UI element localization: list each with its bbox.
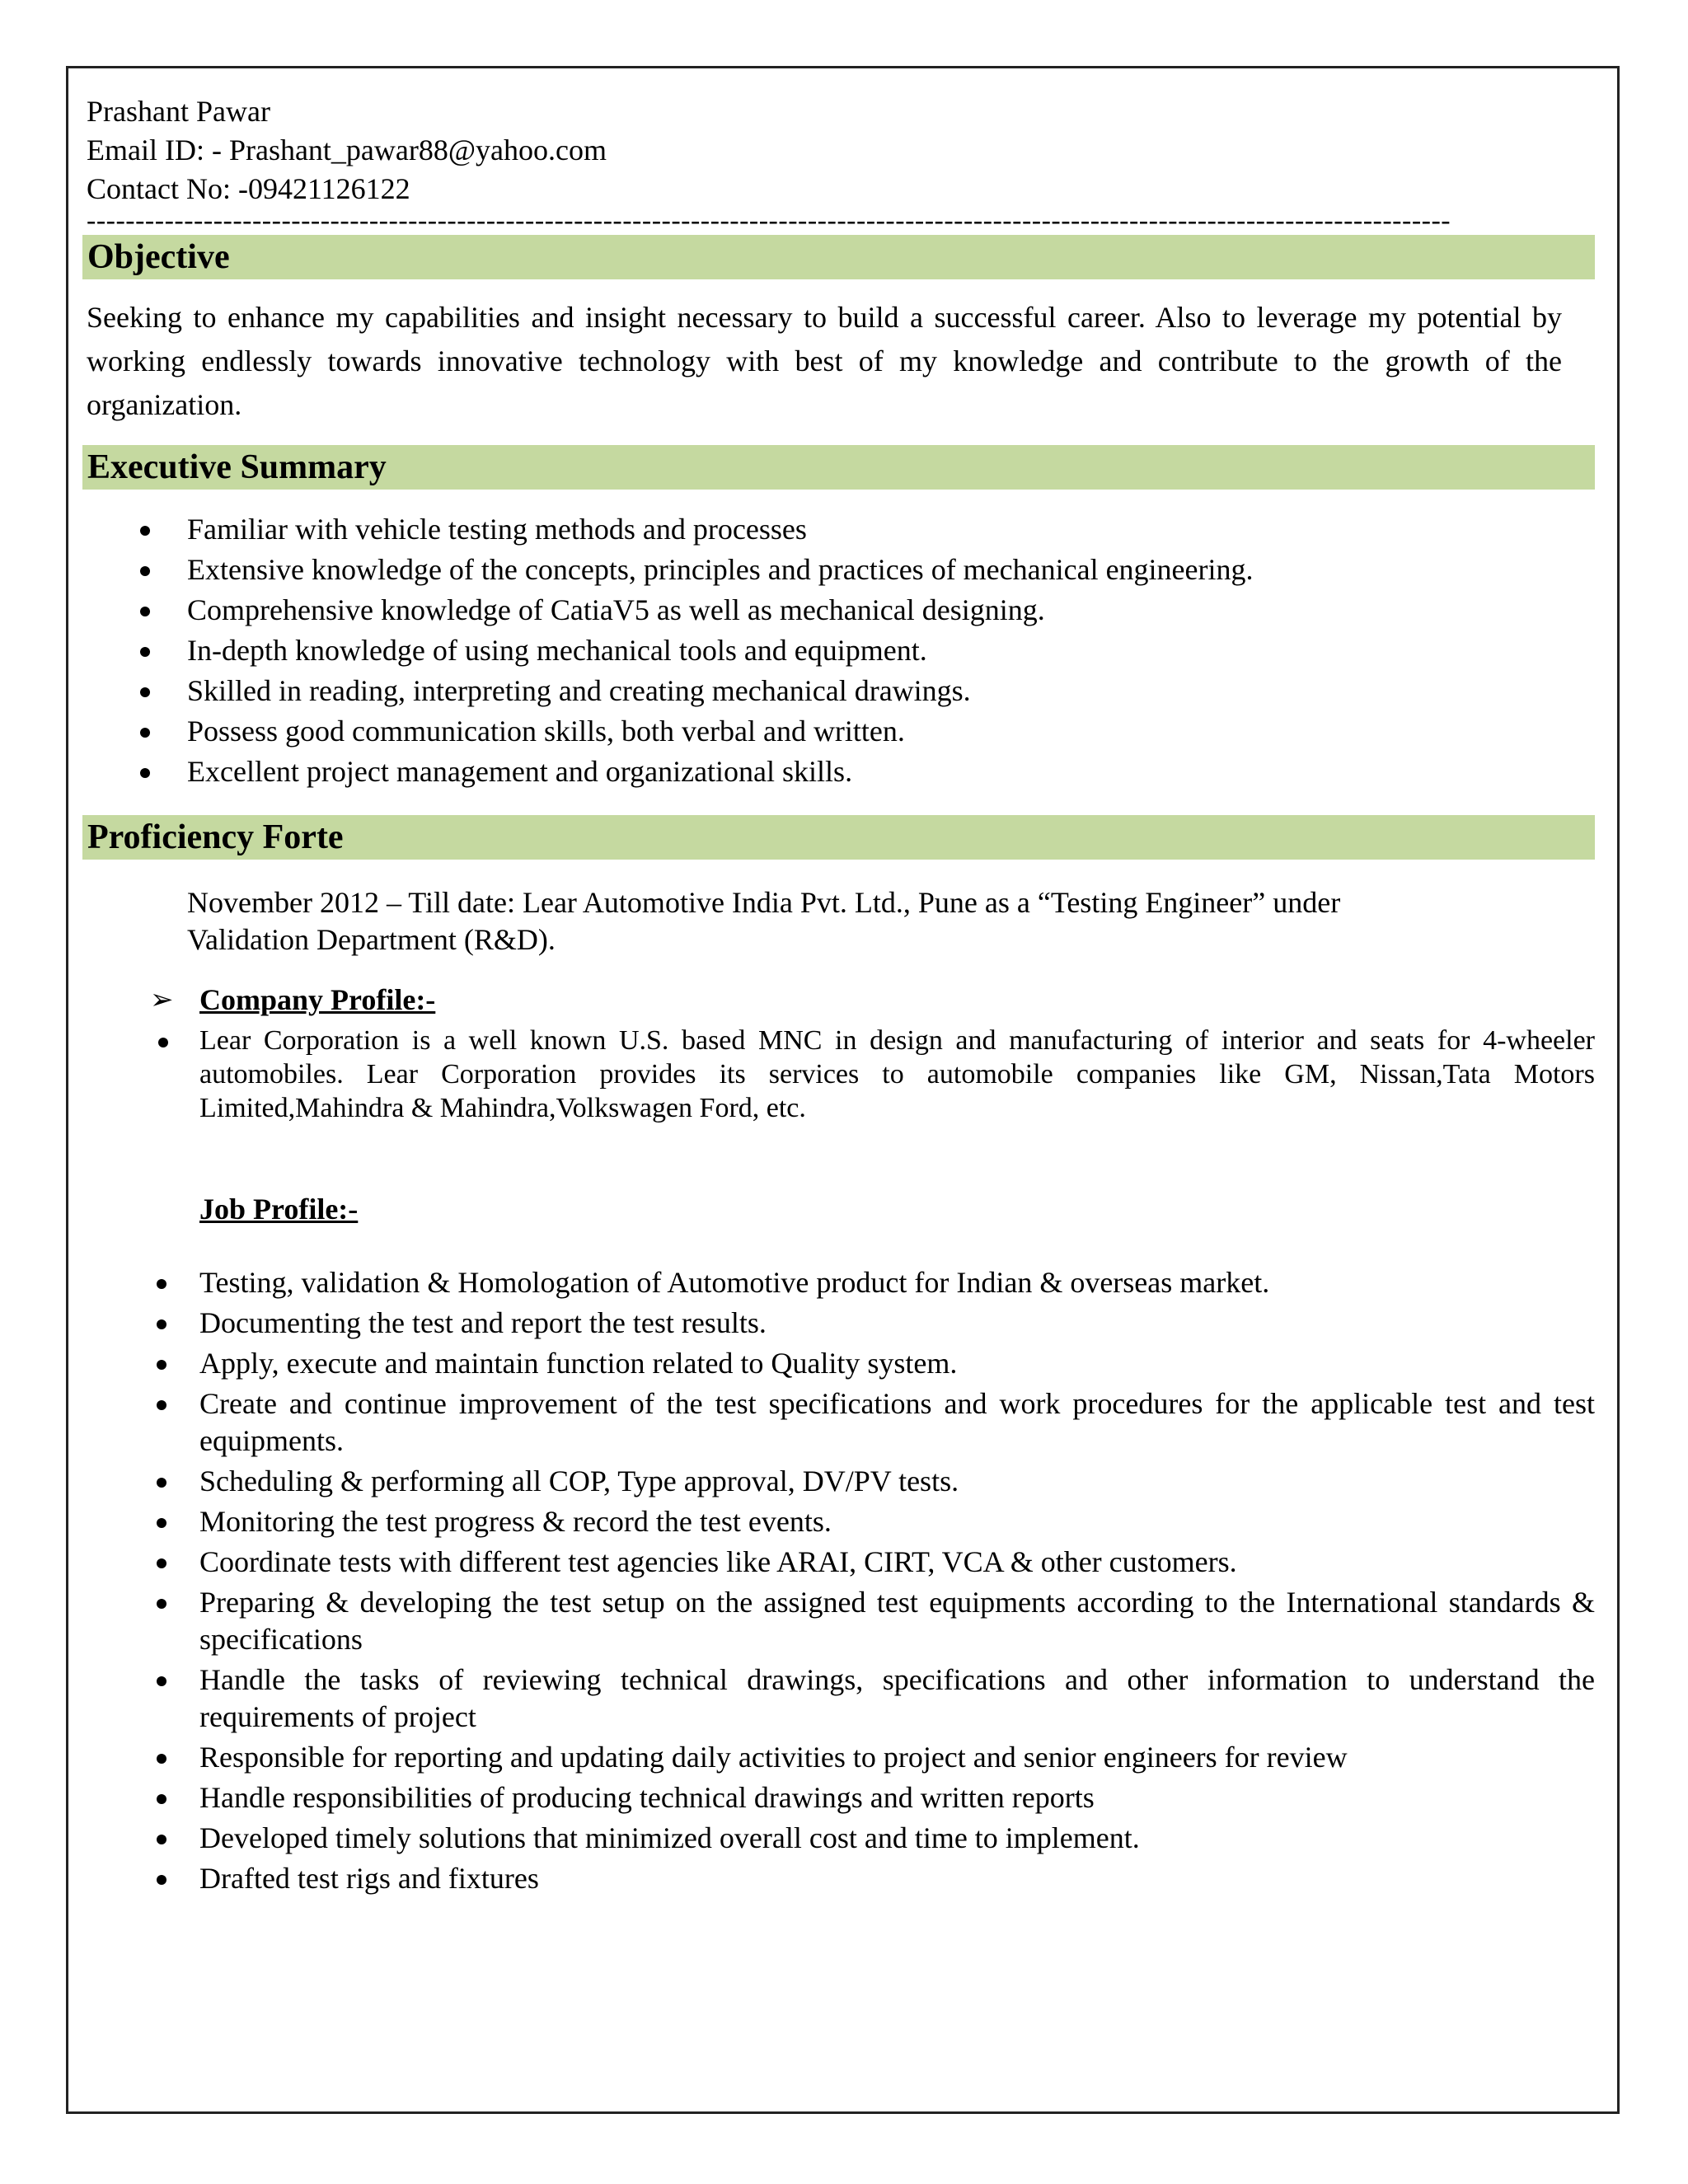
bullet-icon: [157, 1676, 166, 1686]
proficiency-heading: Proficiency Forte: [82, 815, 1595, 860]
bullet-icon: [140, 526, 150, 536]
employment-line-1: November 2012 – Till date: Lear Automotive India Pvt. Ltd., Pune as a “Testing Engineer” under: [187, 886, 1341, 919]
separator-line: --------------------------------------------------------------------------------------------------------------------------------------------: [87, 209, 1451, 233]
list-item: Testing, validation & Homologation of Automotive product for Indian & overseas market.: [87, 1264, 1595, 1301]
executive-summary-list: [87, 509, 1595, 792]
list-item: Comprehensive knowledge of CatiaV5 as well as mechanical designing.: [87, 590, 1595, 630]
contact-block: [87, 92, 1595, 233]
list-item: Developed timely solutions that minimized overall cost and time to implement.: [87, 1820, 1595, 1857]
bullet-icon: [140, 566, 150, 576]
list-item: Coordinate tests with different test agencies like ARAI, CIRT, VCA & other customers.: [87, 1544, 1595, 1581]
bullet-icon: [157, 1794, 166, 1804]
bullet-icon: [140, 687, 150, 697]
bullet-icon: [157, 1875, 166, 1885]
arrow-bullet-icon: ➢: [150, 985, 174, 1015]
list-item: Handle the tasks of reviewing technical drawings, specifications and other information to understand the requirements of project: [87, 1661, 1595, 1736]
list-item: Apply, execute and maintain function related to Quality system.: [87, 1345, 1595, 1382]
list-item: Drafted test rigs and fixtures: [87, 1860, 1595, 1897]
bullet-icon: [157, 1279, 166, 1289]
list-item: Extensive knowledge of the concepts, principles and practices of mechanical engineering.: [87, 550, 1595, 590]
candidate-name: Prashant Pawar: [87, 95, 270, 128]
bullet-icon: [157, 1558, 166, 1568]
executive-summary-heading: Executive Summary: [82, 445, 1595, 490]
list-item: Monitoring the test progress & record the test events.: [87, 1503, 1595, 1540]
list-item: Excellent project management and organizational skills.: [87, 752, 1595, 792]
bullet-icon: [157, 1518, 166, 1528]
job-profile-heading: Job Profile:-: [199, 1193, 359, 1226]
list-item: Preparing & developing the test setup on the assigned test equipments according to the International standards & specifications: [87, 1584, 1595, 1658]
bullet-icon: [157, 1599, 166, 1609]
phone-line: Contact No: -09421126122: [87, 172, 410, 205]
bullet-icon: [157, 1478, 166, 1488]
list-item: In-depth knowledge of using mechanical tools and equipment.: [87, 630, 1595, 671]
bullet-icon: [140, 728, 150, 738]
bullet-icon: [157, 1754, 166, 1764]
job-profile-list: [87, 1264, 1595, 1897]
list-item: Handle responsibilities of producing technical drawings and written reports: [87, 1779, 1595, 1816]
bullet-icon: [158, 1038, 168, 1047]
bullet-icon: [140, 647, 150, 657]
list-item: Documenting the test and report the test results.: [87, 1305, 1595, 1342]
bullet-icon: [157, 1400, 166, 1410]
bullet-icon: [140, 607, 150, 616]
email-line: Email ID: - Prashant_pawar88@yahoo.com: [87, 134, 607, 166]
resume-content: [87, 92, 1595, 1900]
list-item: Familiar with vehicle testing methods and processes: [87, 509, 1595, 550]
company-profile-heading: ➢ Company Profile:-: [199, 982, 1595, 1019]
bullet-icon: [157, 1360, 166, 1370]
objective-heading: Objective: [82, 235, 1595, 279]
employment-line-2: Validation Department (R&D).: [187, 923, 556, 956]
bullet-icon: [140, 768, 150, 778]
objective-text: Seeking to enhance my capabilities and insight necessary to build a successful career. Also to leverage my potential by working endlessly towards innovative technology with best of my knowledge and contribute to the growth of the organization.: [87, 301, 1562, 421]
list-item: Responsible for reporting and updating daily activities to project and senior engineers for review: [87, 1739, 1595, 1776]
bullet-icon: [157, 1835, 166, 1844]
company-profile-text: Lear Corporation is a well known U.S. based MNC in design and manufacturing of interior and seats for 4-wheeler automobiles. Lear Corporation provides its services to automobile companies like GM, Nissan,Tata Motors Limited,Mahindra & Mahindra,Volkswagen Ford, etc.: [199, 1024, 1595, 1125]
list-item: Scheduling & performing all COP, Type approval, DV/PV tests.: [87, 1463, 1595, 1500]
list-item: Create and continue improvement of the test specifications and work procedures for the applicable test and test equipments.: [87, 1385, 1595, 1460]
list-item: Skilled in reading, interpreting and creating mechanical drawings.: [87, 671, 1595, 711]
bullet-icon: [157, 1319, 166, 1329]
list-item: Possess good communication skills, both verbal and written.: [87, 711, 1595, 752]
